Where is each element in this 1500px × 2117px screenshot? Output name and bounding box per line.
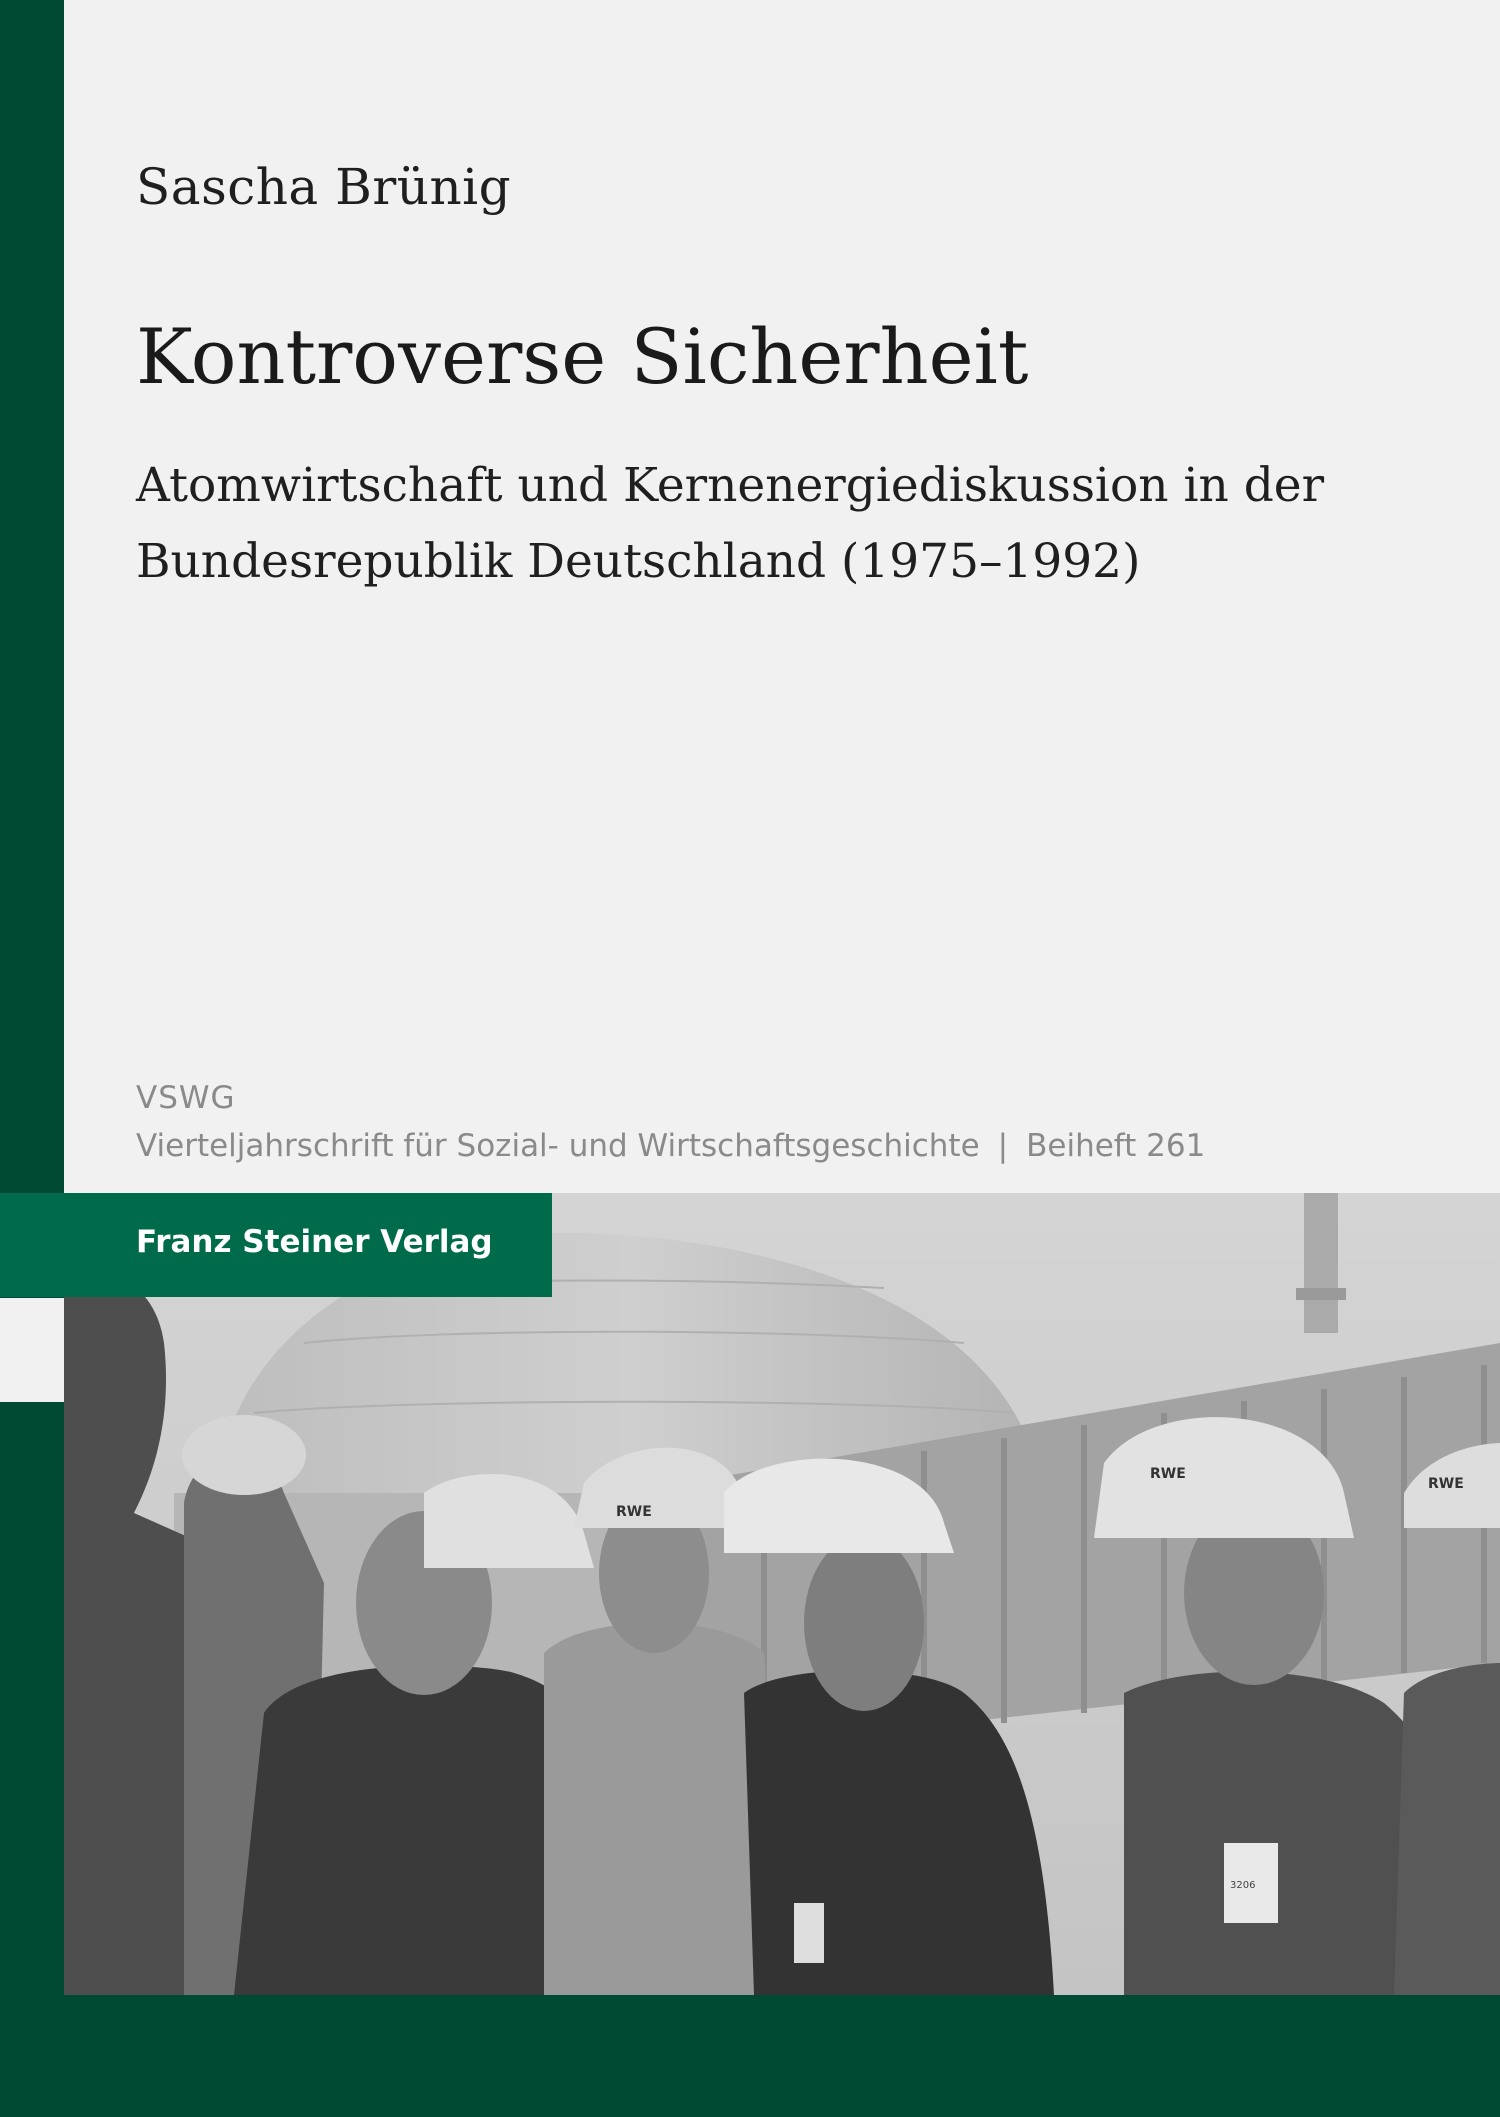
series-line: [136, 1126, 1205, 1166]
subtitle-line-1: Atomwirtschaft und Kernenergiediskussion in der: [136, 458, 1325, 513]
spine-gap: [0, 1298, 64, 1402]
person-far-right: [1394, 1663, 1500, 1995]
cover-photo: [64, 1193, 1500, 1995]
face-center-right: [804, 1535, 924, 1711]
helmet-left-bg: [182, 1415, 306, 1495]
series-name: Vierteljahrschrift für Sozial- und Wirtschaftsgeschichte: [136, 1128, 980, 1164]
chimney-stack: [1304, 1193, 1338, 1333]
subtitle-line-2: Bundesrepublik Deutschland (1975–1992): [136, 534, 1141, 589]
author-name: Sascha Brünig: [136, 158, 512, 216]
chimney-ring: [1296, 1288, 1346, 1300]
id-badge-small: [794, 1903, 824, 1963]
cover-spine-band: [0, 0, 64, 2117]
book-subtitle: [136, 448, 1324, 600]
series-abbreviation: VSWG: [136, 1080, 236, 1116]
series-volume: Beiheft 261: [1026, 1128, 1206, 1164]
helmet-label-2: RWE: [1150, 1466, 1186, 1482]
book-title: Kontroverse Sicherheit: [136, 312, 1029, 401]
publisher-name: Franz Steiner Verlag: [136, 1224, 493, 1260]
helmet-label-1: RWE: [616, 1504, 652, 1520]
helmet-label-3: RWE: [1428, 1476, 1464, 1492]
series-separator: |: [997, 1128, 1009, 1164]
series-info: [136, 1078, 1205, 1166]
bottom-band: [0, 1995, 1500, 2117]
publisher-band: [0, 1193, 552, 1297]
badge-number: 3206: [1230, 1880, 1256, 1891]
